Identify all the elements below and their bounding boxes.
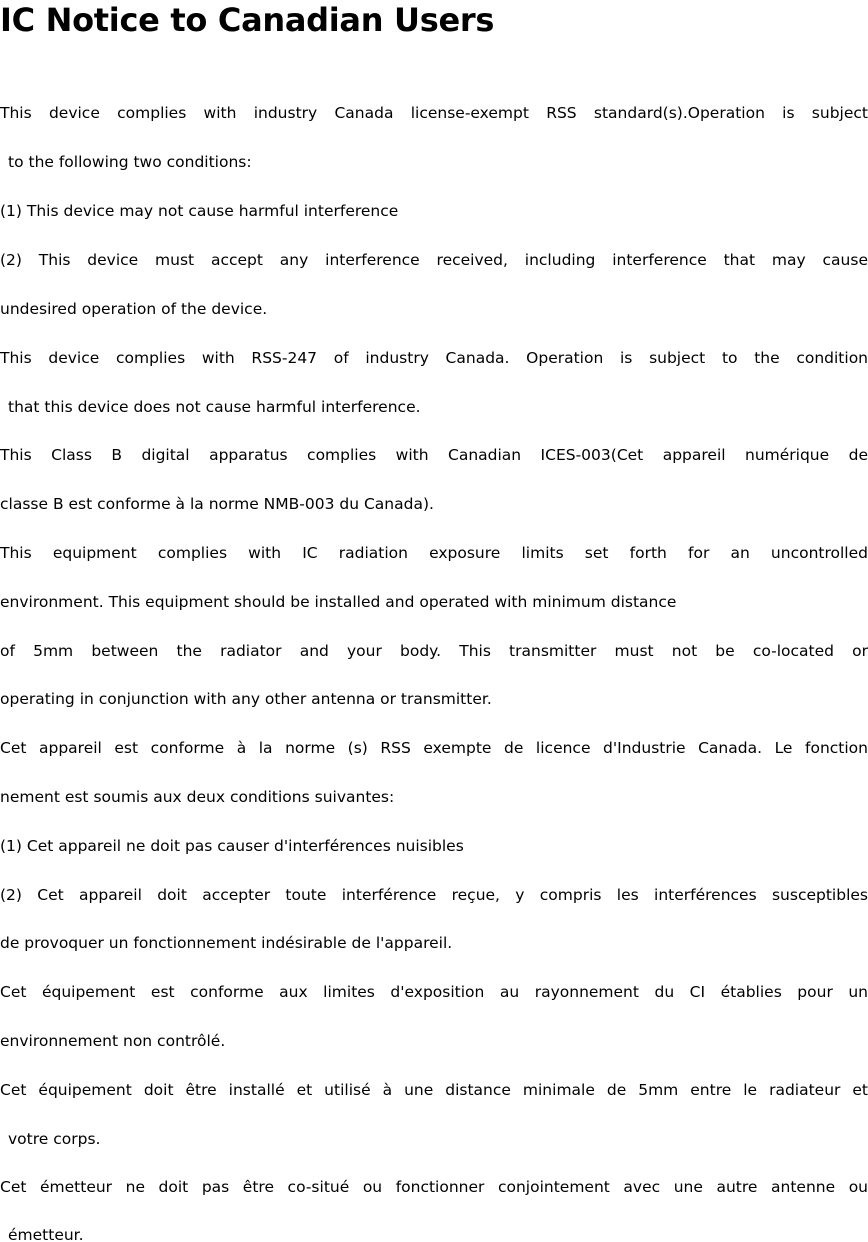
text-line: of 5mm between the radiator and your body. This transmitter must not be co-located or (0, 642, 868, 660)
text-line: environment. This equipment should be installed and operated with minimum distance (0, 593, 677, 611)
text-line: votre corps. (8, 1130, 101, 1148)
text-line: to the following two conditions: (8, 153, 252, 171)
text-line: Cet émetteur ne doit pas être co-situé ou fonctionner conjointement avec une autre antenne ou (0, 1178, 868, 1196)
text-line: classe B est conforme à la norme NMB-003 du Canada). (0, 495, 434, 513)
text-line: (1) Cet appareil ne doit pas causer d'interférences nuisibles (0, 837, 464, 855)
text-line: Cet équipement doit être installé et utilisé à une distance minimale de 5mm entre le radiateur et (0, 1081, 868, 1099)
text-line: de provoquer un fonctionnement indésirable de l'appareil. (0, 934, 453, 952)
text-line: undesired operation of the device. (0, 300, 268, 318)
text-line: nement est soumis aux deux conditions suivantes: (0, 788, 395, 806)
text-line: This Class B digital apparatus complies with Canadian ICES-003(Cet appareil numérique de (0, 446, 868, 464)
text-line: This equipment complies with IC radiation exposure limits set forth for an uncontrolled (0, 544, 868, 562)
text-line: This device complies with industry Canada license-exempt RSS standard(s).Operation is subject (0, 104, 868, 122)
text-line: émetteur. (8, 1226, 84, 1242)
text-line: Cet appareil est conforme à la norme (s) RSS exempte de licence d'Industrie Canada. Le fonction (0, 739, 868, 757)
text-line: (2) Cet appareil doit accepter toute interférence reçue, y compris les interférences susceptibles (0, 886, 868, 904)
text-line: operating in conjunction with any other antenna or transmitter. (0, 690, 492, 708)
text-line: (1) This device may not cause harmful interference (0, 202, 399, 220)
text-line: that this device does not cause harmful interference. (8, 398, 421, 416)
text-line: (2) This device must accept any interference received, including interference that may cause (0, 251, 868, 269)
text-line: This device complies with RSS-247 of industry Canada. Operation is subject to the condition (0, 349, 868, 367)
text-line: Cet équipement est conforme aux limites d'exposition au rayonnement du CI établies pour un (0, 983, 868, 1001)
text-line: environnement non contrôlé. (0, 1032, 226, 1050)
page-title: IC Notice to Canadian Users (0, 1, 495, 39)
